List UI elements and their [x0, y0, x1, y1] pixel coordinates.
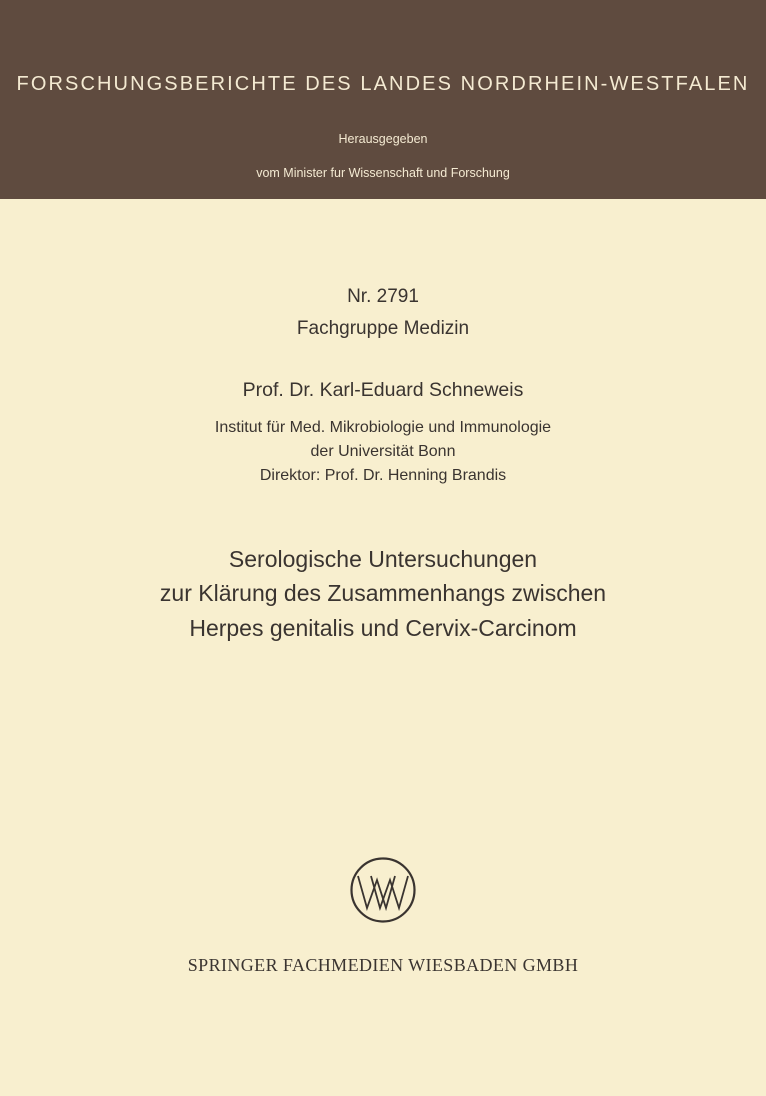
edited-by-label: Herausgegeben [338, 132, 428, 146]
author-name: Prof. Dr. Karl-Eduard Schneweis [242, 379, 524, 401]
book-title-line-3: Herpes genitalis und Cervix-Carcinom [189, 615, 577, 641]
publisher-imprint: SPRINGER FACHMEDIEN WIESBADEN GMBH [187, 955, 579, 975]
series-title: FORSCHUNGSBERICHTE DES LANDES NORDRHEIN-WESTFALEN [16, 73, 750, 95]
affiliation-line-2: der Universität Bonn [310, 443, 456, 460]
springer-vieweg-logo-icon [349, 856, 417, 924]
header-band [0, 0, 766, 199]
publication-number: Nr. 2791 [347, 286, 419, 307]
affiliation-line-1: Institut für Med. Mikrobiologie und Immunologie [214, 419, 552, 436]
subject-group: Fachgruppe Medizin [296, 318, 470, 339]
affiliation-line-3: Direktor: Prof. Dr. Henning Brandis [259, 467, 507, 484]
book-title-line-1: Serologische Untersuchungen [228, 546, 538, 572]
editor-line: vom Minister fur Wissenschaft und Forschung [256, 166, 510, 180]
book-title-line-2: zur Klärung des Zusammenhangs zwischen [159, 580, 607, 606]
